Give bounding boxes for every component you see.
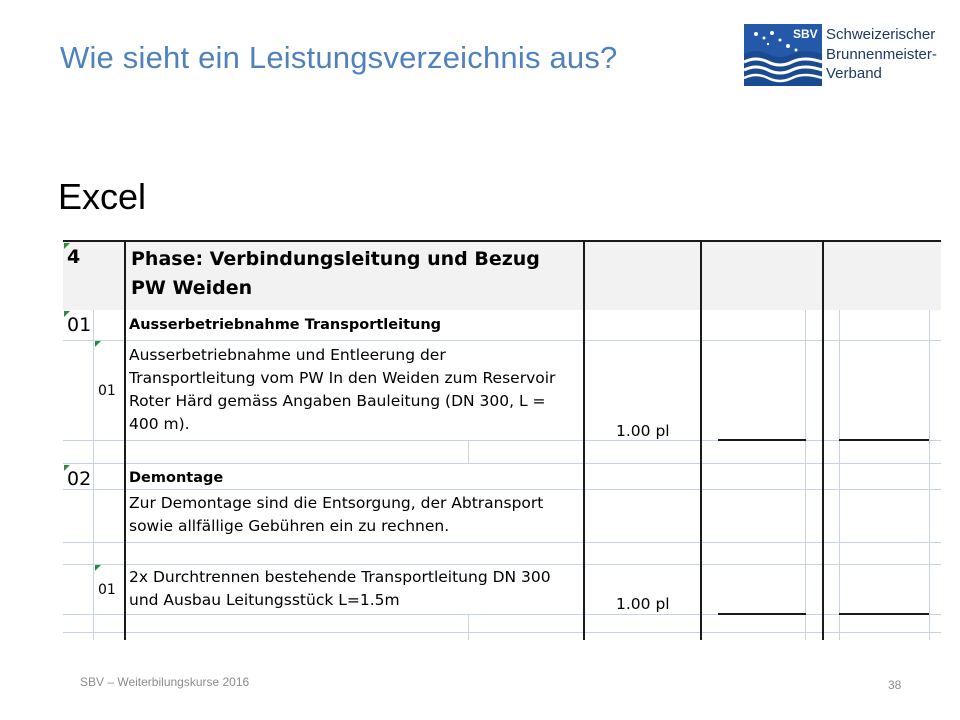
section-number: 01 — [67, 314, 92, 336]
phase-title-line-1: Phase: Verbindungsleitung und Bezug — [131, 248, 540, 270]
item-description-line: Ausserbetriebnahme und Entleerung der — [129, 346, 446, 364]
phase-number: 4 — [67, 246, 81, 268]
section-title: Ausserbetriebnahme Transportleitung — [129, 317, 442, 333]
gridline-v — [839, 310, 840, 640]
phase-title-line-2: PW Weiden — [131, 277, 253, 299]
item-description-line: und Ausbau Leitungsstück L=1.5m — [129, 591, 400, 609]
total-underline — [839, 439, 929, 441]
slide-subtitle: Excel — [58, 176, 147, 217]
total-underline — [839, 613, 929, 615]
section-note-line: Zur Demontage sind die Entsorgung, der Abtransport — [129, 494, 544, 512]
gridline-v — [468, 614, 469, 640]
sbv-logo — [744, 22, 944, 90]
gridline-h — [63, 340, 941, 341]
gridline-v — [805, 310, 806, 640]
column-border — [700, 240, 702, 640]
item-quantity: 1.00 pl — [616, 422, 670, 440]
page-number: 38 — [888, 678, 902, 692]
slide-title: Wie sieht ein Leistungsverzeichnis aus? — [60, 40, 618, 75]
footer-text: SBV – Weiterbilungskurse 2016 — [80, 675, 250, 689]
gridline-h — [63, 542, 941, 543]
sbv-logo-mark — [744, 24, 822, 86]
section-title: Demontage — [129, 470, 224, 486]
item-number: 01 — [98, 383, 116, 399]
sbv-abbr: SBV — [793, 27, 818, 41]
total-underline — [718, 439, 806, 441]
gridline-h — [63, 632, 941, 633]
item-description-line: Transportleitung vom PW In den Weiden zum Reservoir — [129, 369, 556, 387]
logo-line-2: Brunnenmeister- — [826, 45, 937, 63]
table-top-border — [63, 240, 941, 242]
gridline-v — [93, 310, 94, 640]
gridline-h — [63, 463, 941, 464]
gridline-h — [63, 614, 941, 615]
section-note-line: sowie allfällige Gebühren ein zu rechnen. — [129, 517, 450, 535]
gridline-v — [929, 310, 930, 640]
item-quantity: 1.00 pl — [616, 595, 670, 613]
item-description-line: 2x Durchtrennen bestehende Transportleitung DN 300 — [129, 568, 551, 586]
gridline-h — [63, 440, 941, 441]
section-number: 02 — [67, 468, 92, 490]
item-number: 01 — [98, 582, 116, 598]
logo-text — [826, 25, 937, 84]
column-border — [822, 240, 824, 640]
item-description-line: Roter Härd gemäss Angaben Bauleitung (DN 300, L = — [129, 392, 546, 410]
total-underline — [718, 613, 806, 615]
logo-line-3: Verband — [826, 65, 882, 82]
comment-marker-icon — [95, 565, 101, 571]
column-border — [583, 240, 585, 640]
item-description-line: 400 m). — [129, 415, 190, 433]
column-border — [124, 240, 126, 640]
gridline-h — [63, 564, 941, 565]
comment-marker-icon — [95, 341, 101, 347]
excel-sheet — [63, 240, 941, 640]
logo-line-1: Schweizerischer — [826, 26, 936, 43]
gridline-v — [468, 440, 469, 463]
